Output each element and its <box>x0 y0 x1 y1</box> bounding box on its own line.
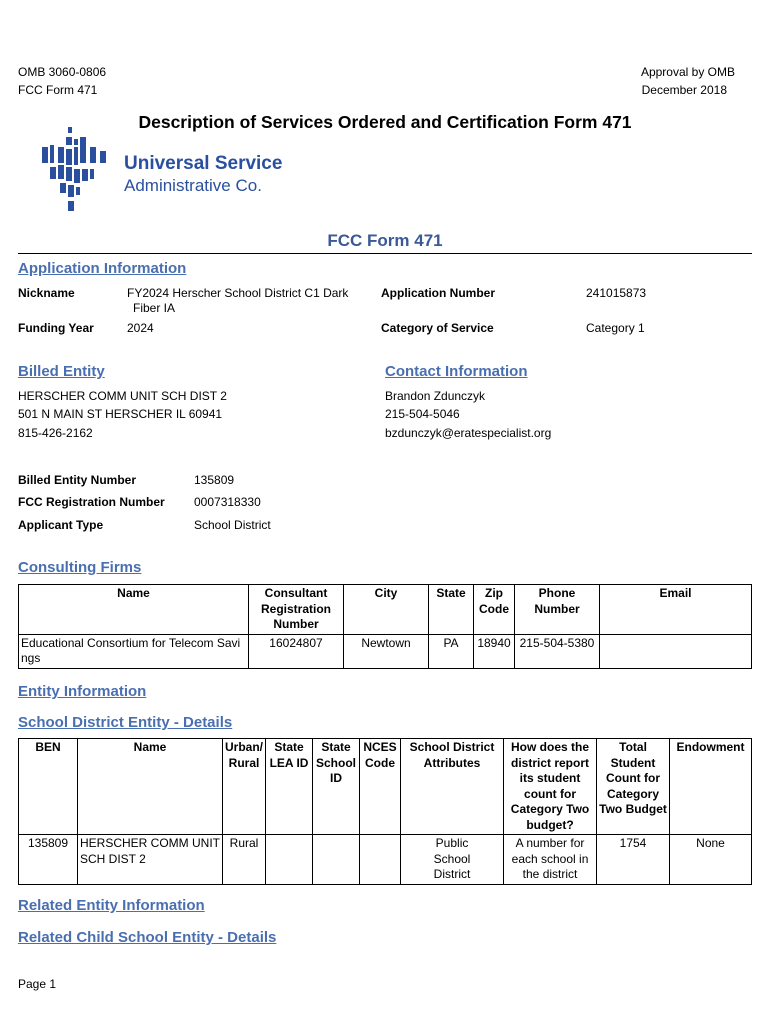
entity-urban-rural: Rural <box>223 835 266 885</box>
col-header-email: Email <box>600 585 752 635</box>
page-title: Description of Services Ordered and Certification Form 471 <box>138 112 632 132</box>
funding-year-value: 2024 <box>127 321 154 335</box>
related-child-school-heading: Related Child School Entity - Details <box>18 929 277 946</box>
form-title: FCC Form 471 <box>327 231 443 250</box>
entity-state-school-id <box>313 835 360 885</box>
funding-year-label: Funding Year <box>18 321 94 335</box>
billed-entity-address: 501 N MAIN ST HERSCHER IL 60941 <box>18 407 223 421</box>
col-header-endowment: Endowment <box>670 739 752 835</box>
col-header-nces-code: NCES Code <box>360 739 401 835</box>
school-district-heading: School District Entity - Details <box>18 714 233 731</box>
contact-info-heading: Contact Information <box>385 363 528 380</box>
fcc-reg-value: 0007318330 <box>194 495 261 509</box>
col-header-report-method: How does the district report its student count for Category Two budget? <box>504 739 597 835</box>
entity-state-lea-id <box>266 835 313 885</box>
billed-entity-heading: Billed Entity <box>18 363 105 380</box>
form-number: FCC Form 471 <box>18 83 98 97</box>
consultant-email <box>600 634 752 668</box>
contact-phone: 215-504-5046 <box>385 407 460 421</box>
category-value: Category 1 <box>586 321 645 335</box>
usac-logo <box>40 125 290 215</box>
col-header-city: City <box>344 585 429 635</box>
table-row <box>19 634 752 668</box>
consultant-reg-number: 16024807 <box>249 634 344 668</box>
app-number-value: 241015873 <box>586 286 647 300</box>
app-number-label: Application Number <box>381 286 496 300</box>
col-header-phone: Phone Number <box>515 585 600 635</box>
entity-ben: 135809 <box>19 835 78 885</box>
nickname-label: Nickname <box>18 286 75 300</box>
consultant-name: Educational Consortium for Telecom Savings <box>19 634 249 668</box>
school-district-table <box>18 738 752 885</box>
col-header-state-lea-id: State LEA ID <box>266 739 313 835</box>
col-header-state-school-id: State School ID <box>313 739 360 835</box>
entity-report-method: A number for each school in the district <box>504 835 597 885</box>
entity-student-count: 1754 <box>597 835 670 885</box>
table-header-row <box>19 585 752 635</box>
col-header-name: Name <box>78 739 223 835</box>
col-header-consultant-reg: Consultant Registration Number <box>249 585 344 635</box>
applicant-type-value: School District <box>194 518 271 532</box>
logo-text-line2: Administrative Co. <box>124 176 262 195</box>
logo-text-line1: Universal Service <box>124 153 283 174</box>
col-header-name: Name <box>19 585 249 635</box>
consultant-city: Newtown <box>344 634 429 668</box>
consultant-zip: 18940 <box>474 634 515 668</box>
col-header-state: State <box>429 585 474 635</box>
entity-name: HERSCHER COMM UNIT SCH DIST 2 <box>78 835 223 885</box>
page-number: Page 1 <box>18 977 57 991</box>
consultant-phone: 215-504-5380 <box>515 634 600 668</box>
nickname-value-line1: FY2024 Herscher School District C1 Dark <box>127 286 349 300</box>
col-header-zip: Zip Code <box>474 585 515 635</box>
application-info-heading: Application Information <box>18 260 187 277</box>
related-entity-heading: Related Entity Information <box>18 897 205 914</box>
table-header-row <box>19 739 752 835</box>
billed-entity-name: HERSCHER COMM UNIT SCH DIST 2 <box>18 389 227 403</box>
entity-nces-code <box>360 835 401 885</box>
usac-logo-mark <box>40 125 120 215</box>
ben-value: 135809 <box>194 473 235 487</box>
approval-date: December 2018 <box>641 83 727 97</box>
title-divider <box>18 253 752 254</box>
col-header-ben: BEN <box>19 739 78 835</box>
col-header-urban-rural: Urban/ Rural <box>223 739 266 835</box>
category-label: Category of Service <box>381 321 494 335</box>
omb-approval: Approval by OMB <box>640 65 735 79</box>
col-header-student-count: Total Student Count for Category Two Budget <box>597 739 670 835</box>
col-header-attributes: School District Attributes <box>401 739 504 835</box>
contact-email[interactable]: bzdunczyk@eratespecialist.org <box>385 426 552 440</box>
consulting-firms-heading: Consulting Firms <box>18 559 142 576</box>
table-row <box>19 835 752 885</box>
fcc-reg-label: FCC Registration Number <box>18 495 165 509</box>
consulting-firms-table <box>18 584 752 669</box>
applicant-type-label: Applicant Type <box>18 518 104 532</box>
nickname-value-line2: Fiber IA <box>133 301 176 315</box>
entity-attributes: Public School District <box>401 835 504 885</box>
entity-info-heading: Entity Information <box>18 683 147 700</box>
omb-number: OMB 3060-0806 <box>18 65 107 79</box>
contact-name: Brandon Zdunczyk <box>385 389 486 403</box>
billed-entity-phone: 815-426-2162 <box>18 426 93 440</box>
entity-endowment: None <box>670 835 752 885</box>
ben-label: Billed Entity Number <box>18 473 137 487</box>
consultant-state: PA <box>429 634 474 668</box>
